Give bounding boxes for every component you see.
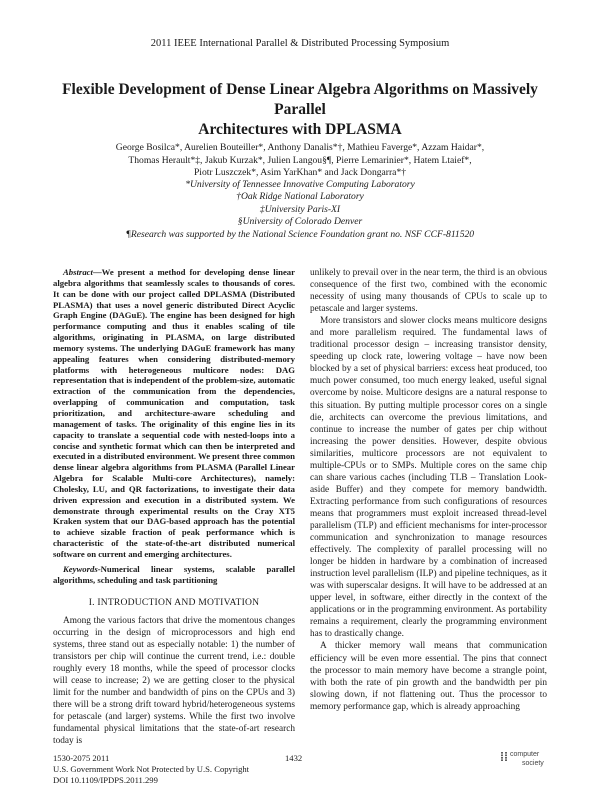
title-line-2: Architectures with DPLASMA xyxy=(198,121,402,138)
author-line: Thomas Herault*‡, Jakub Kurzak*, Julien Langou§¶, Pierre Lemarinier*, Hatem Ltaief*, xyxy=(128,154,472,166)
conference-header: 2011 IEEE International Parallel & Distributed Processing Symposium xyxy=(150,38,450,49)
footer-info xyxy=(53,753,249,785)
affiliation-line: ‡University Paris-XI xyxy=(259,203,341,215)
affiliation-line: ¶Research was supported by the National Science Foundation grant no. NSF CCF-811520 xyxy=(125,228,475,240)
body-paragraph: unlikely to prevail over in the near term, the third is an obvious consequence of the first two, combined with the economic necessity of using many thousands of CPUs to scale up to petascale and larger systems. xyxy=(310,268,547,315)
author-list xyxy=(60,142,540,180)
abstract xyxy=(53,267,295,560)
affiliation-line: †Oak Ridge National Laboratory xyxy=(236,191,364,203)
keywords-text: -Numerical linear systems, scalable parallel algorithms, scheduling and task partitioning xyxy=(53,563,295,585)
body-paragraph: Among the various factors that drive the momentous changes occurring in the design of microprocessors and high end systems, three stand out as especially notable: 1) the number of transistors per chip will continue the current trend, i.e.: double roughly every 18 months, while the speed of processor clocks will cease to increase; 2) we are getting closer to the physical limit for the number and bandwidth of pins on the CPUs and 3) there will be a strong drift toward hybrid/heterogeneous systems for petascale (and larger) systems. While the first two involve fundamental physical limitations that the state-of-art research today is xyxy=(53,615,295,746)
affiliation-line: *University of Tennessee Innovative Computing Laboratory xyxy=(185,179,415,190)
body-paragraph: A thicker memory wall means that communication efficiency will be even more essential. The pins that connect the processor to main memory have become a strangle point, with both the rate of pin growth and the bandwidth per pin slowing down, if not flattening out. Thus the processor to memory performance gap, which is already approaching xyxy=(310,641,547,712)
page-number: 1432 xyxy=(285,753,303,763)
title-line-1: Flexible Development of Dense Linear Algebra Algorithms on Massively Parallel xyxy=(62,81,538,118)
body-paragraph: More transistors and slower clocks means multicore designs and more parallelism required. The fundamental laws of traditional processor design – increasing transistor density, speeding up clock rate, lowering voltage – have now been blocked by a set of physical barriers: excess heat produced, too much power consumed, too much energy leaked, useful signal overcome by noise. Multicore designs are a natural response to this situation. By putting multiple processor cores on a single die, architects can overcome the previous limitations, and continue to increase the number of gates per chip without increasing the power densities. However, despite obvious similarities, multicore processors are not equivalent to multiple-CPUs or to SMPs. Multiple cores on the same chip can share various caches (including TLB – Translation Look-aside Buffer) and they compete for memory bandwidth. Extracting performance from such configurations of resources means that programmers must exploit increased thread-level parallelism (TLP) and efficient mechanisms for inter-processor communication and synchronization to manage resources effectively. The complexity of parallel processing will no longer be hidden in hardware by a combination of increased instruction level parallelism (ILP) and pipeline techniques, as it was with superscalar designs. It will have to be addressed at an upper level, in software, either directly in the context of the applications or in the programming environment. As portability remains a requirement, clearly the programming environment has to drastically change. xyxy=(310,316,547,640)
abstract-text: —We present a method for developing dense linear algebra algorithms that seamlessly scales to thousands of cores. It can be done with our project called DPLASMA (Distributed PLASMA) that uses a novel generic distributed Direct Acyclic Graph Engine (DAGuE). The engine has been designed for high performance computing and thus it enables scaling of tile algorithms, originating in PLASMA, on large distributed memory systems. The underlying DAGuE framework has many appealing features when considering distributed-memory platforms with heterogeneous multicore nodes: DAG representation that is independent of the problem-size, automatic extraction of the communication from the dependencies, overlapping of communication and computation, task prioritization, and architecture-aware scheduling and management of tasks. The originality of this engine lies in its capacity to translate a sequential code with nested-loops into a concise and synthetic format which can then be interpreted and executed in a distributed environment. We present three common dense linear algebra algorithms from PLASMA (Parallel Linear Algebra for Scalable Multi-core Architectures), namely: Cholesky, LU, and QR factorizations, to investigate their data driven expression and execution in a distributed system. We demonstrate through experimental results on the Cray XT5 Kraken system that our DAG-based approach has the potential to achieve sizable fraction of peak performance which is characteristic of the state-of-the-art distributed numerical software on current and emerging architectures. xyxy=(53,267,295,559)
right-column xyxy=(310,267,547,713)
left-column xyxy=(53,267,295,747)
section-heading: I. INTRODUCTION AND MOTIVATION xyxy=(88,597,260,609)
abstract-label: Abstract xyxy=(63,267,93,277)
doi: DOI 10.1109/IPDPS.2011.299 xyxy=(53,774,158,785)
affiliation-list xyxy=(60,179,540,241)
logo-text-society: society xyxy=(522,760,544,767)
keywords-label: Keywords xyxy=(63,563,98,574)
author-line: George Bosilca*, Aurelien Bouteiller*, Anthony Danalis*†, Mathieu Faverge*, Azzam Haidar*, xyxy=(115,142,485,153)
computer-society-logo xyxy=(500,748,548,772)
cs-logo-icon: ⁞⁞ xyxy=(500,750,508,764)
affiliation-line: §University of Colorado Denver xyxy=(237,216,363,228)
logo-text-computer: computer xyxy=(510,751,540,758)
copyright-notice: U.S. Government Work Not Protected by U.S. Copyright xyxy=(53,763,250,774)
paper-title xyxy=(40,80,560,140)
keywords xyxy=(53,564,295,586)
author-line: Piotr Luszczek*, Asim YarKhan* and Jack Dongarra*† xyxy=(193,167,407,179)
issn: 1530-2075 2011 xyxy=(53,753,110,763)
